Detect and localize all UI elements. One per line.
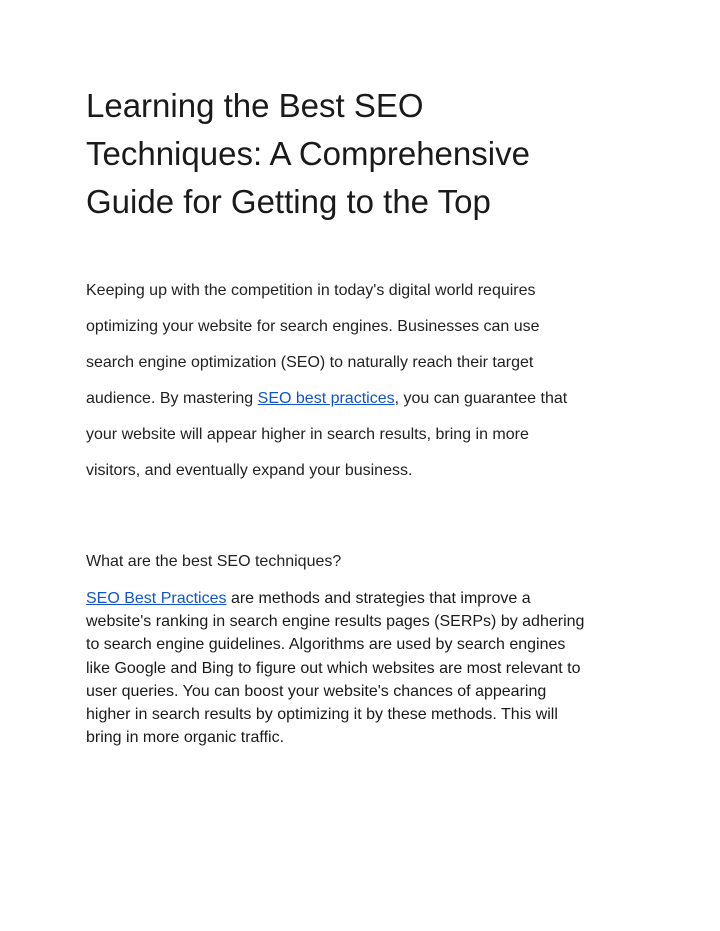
section-heading: What are the best SEO techniques? <box>86 553 342 570</box>
intro-paragraph <box>86 273 656 489</box>
document-title <box>86 82 646 226</box>
section-line: higher in search results by optimizing it by these methods. This will <box>86 706 558 724</box>
intro-line: search engine optimization (SEO) to naturally reach their target <box>86 354 534 371</box>
intro-text: , you can guarantee that <box>394 390 568 407</box>
title-line: Learning the Best SEO <box>86 87 424 124</box>
section-line: bring in more organic traffic. <box>86 729 285 747</box>
intro-text: audience. By mastering <box>86 390 258 407</box>
section-line-with-link <box>86 587 656 610</box>
title-line: Techniques: A Comprehensive <box>86 135 530 172</box>
section-text: are methods and strategies that improve a <box>226 590 531 607</box>
section-line: user queries. You can boost your website's chances of appearing <box>86 682 547 700</box>
section-line: website's ranking in search engine results pages (SERPs) by adhering <box>86 613 585 631</box>
intro-line: optimizing your website for search engines. Businesses can use <box>86 318 540 335</box>
intro-line: your website will appear higher in search results, bring in more <box>86 426 529 443</box>
section-line: to search engine guidelines. Algorithms are used by search engines <box>86 636 566 654</box>
seo-best-practices-link[interactable]: SEO best practices <box>257 390 395 407</box>
section-paragraph <box>86 587 656 749</box>
intro-line-with-link <box>86 381 656 417</box>
title-line: Guide for Getting to the Top <box>86 183 491 220</box>
intro-line: visitors, and eventually expand your business. <box>86 462 413 479</box>
section-line: like Google and Bing to figure out which websites are most relevant to <box>86 659 581 677</box>
seo-best-practices-section-link[interactable]: SEO Best Practices <box>86 590 227 607</box>
intro-line: Keeping up with the competition in today's digital world requires <box>86 282 536 299</box>
